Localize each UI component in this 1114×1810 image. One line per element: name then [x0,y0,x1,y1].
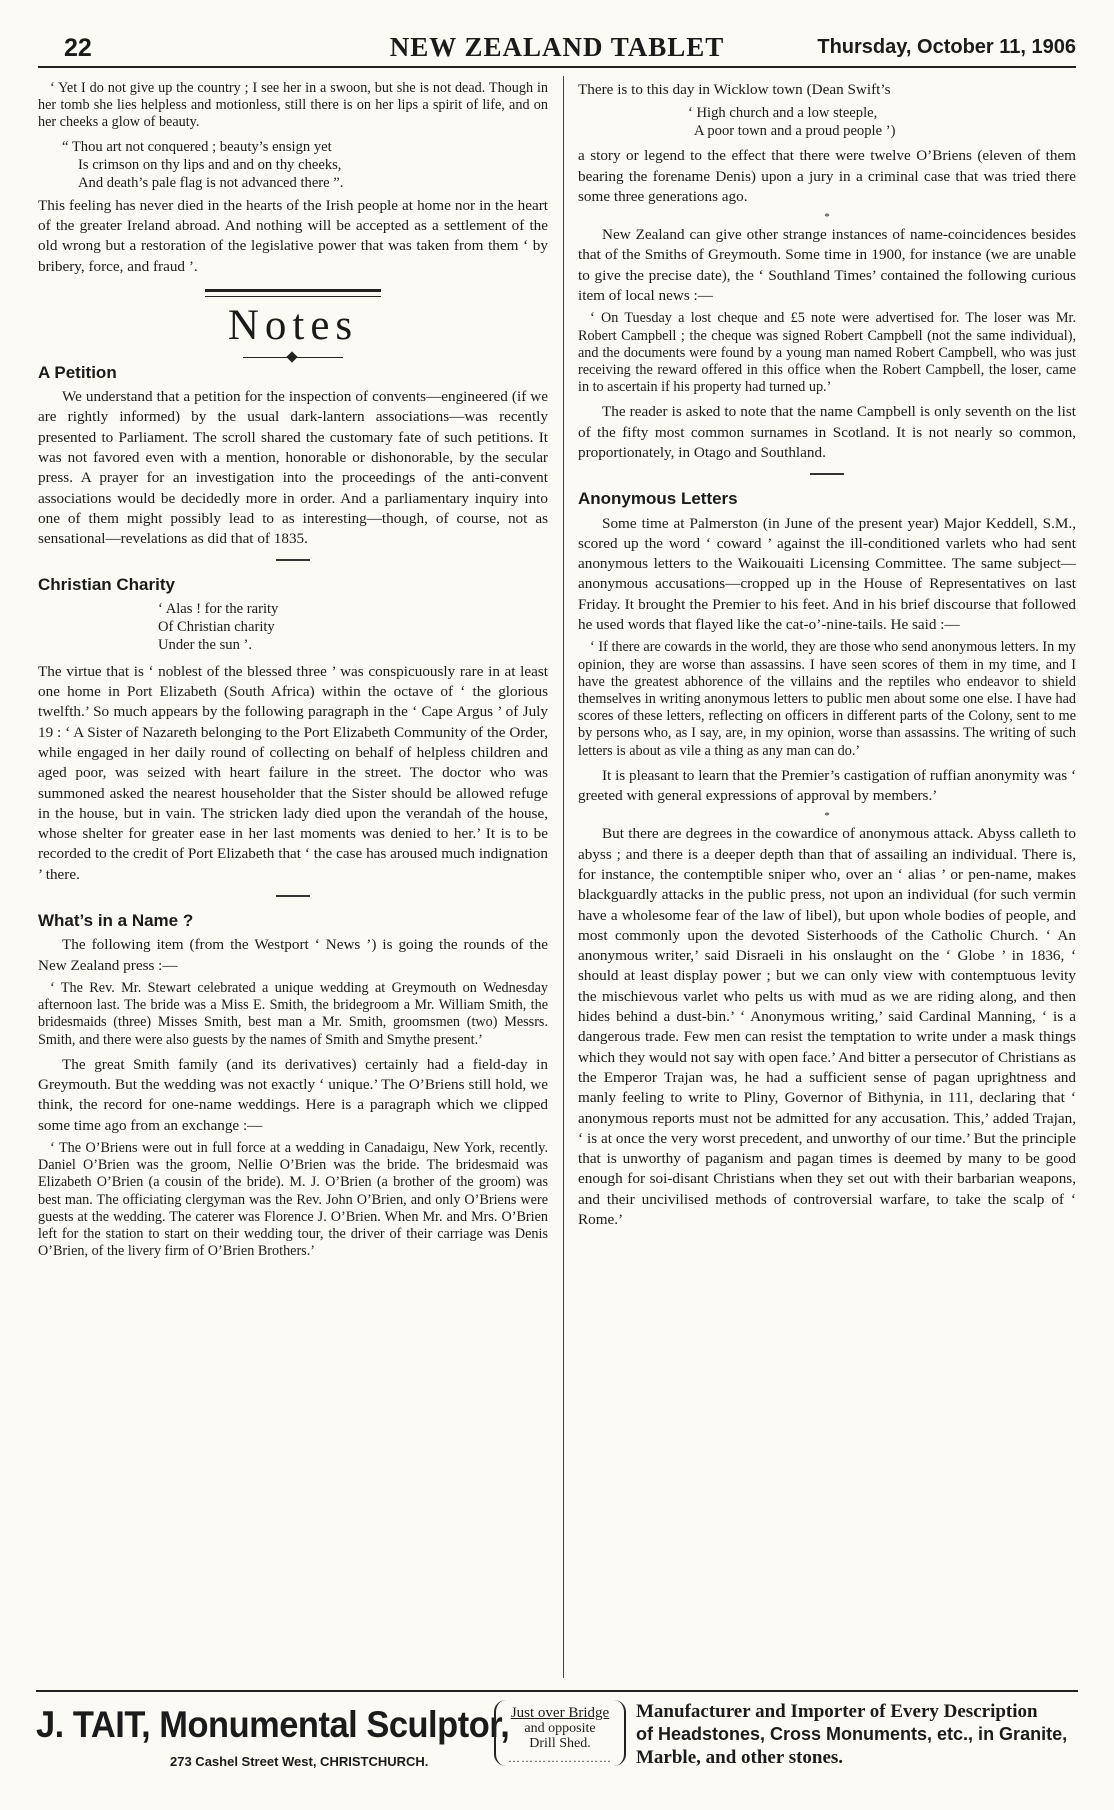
article-heading: Anonymous Letters [578,489,738,509]
article-paragraph: The virtue that is ‘ noblest of the blessed three ’ was conspicuously rare in at least one home in Port Elizabeth (South Africa) within the octave of ‘ the glorious twelfth.’ So much appears by the following paragraph in the ‘ Cape Argus ’ of July 19 : ‘ A Sister of Nazareth belonging to the Port Elizabeth Community of the Order, while engaged in her daily round of collecting on behalf of helpless children and aged poor, was seized with heart failure in the street. The doctor who was summoned asked the nearest householder that the Sister should be allowed refuge in the house, but in vain. The stricken lady died upon the verandah of the house, whose shelter for greater ease in her last moments was denied to her.’ It is to be recorded to the credit of Port Elizabeth that ‘ the case has aroused much indignation ’ there. [38,662,548,883]
verse-line: ‘ Alas ! for the rarity [158,600,279,617]
page-header [38,26,1076,68]
verse-line: ‘ High church and a low steeple, [688,105,878,122]
star-separator: * [824,810,830,823]
article-heading: A Petition [38,362,117,382]
article-paragraph: We understand that a petition for the inspection of convents—engineered (if we are rightly informed) by the usual dark-lantern associations—was recently presented to Parliament. The scroll shared the customary fate of such petitions. It was not favored even with a mention, honorable or dishonorable, by the secular press. A prayer for an investigation into the proceedings of the anti-convent associations would be decidedly more in order. And a parliamentary inquiry into one of them might possibly lead to as interesting—though, of course, not as sensational—revelations as did that of 1835. [38,388,548,548]
advertiser-name: J. TAIT, Monumental Sculptor, [36,1704,510,1745]
article-paragraph: The great Smith family (and its derivatives) certainly had a field-day in Greymouth. But the wedding was not exactly ‘ unique.’ The O’Briens still hold, we think, the record for one-name weddings. Here is a paragraph which we clipped some time ago from an exchange :— [38,1055,548,1134]
article-heading: What’s in a Name ? [38,911,194,931]
article-separator [810,473,844,475]
section-title: Notes [227,301,359,349]
issue-date: Thursday, October 11, 1906 [817,36,1076,58]
block-quote: ‘ The O’Briens were out in full force at a wedding in Canadaigu, New York, recently. Daniel O’Brien was the groom, Nellie O’Brien was the bride. The bridesmaid was Elizabeth O’Brien (a cousin of the bride). M. J. O’Brien (a brother of the groom) was best man. The officiating clergyman was the Rev. John O’Brien, and only O’Briens were guests at the wedding. The caterer was Florence J. O’Brien. When Mr. and Mrs. O’Brien left for the station to start on their wedding tour, the driver of their carriage was Denis O’Brien, of the livery firm of O’Brien Brothers.’ [38,1139,548,1260]
location-line: and opposite [524,1721,596,1736]
article-paragraph: Some time at Palmerston (in June of the present year) Major Keddell, S.M., scored up the word ‘ coward ’ against the ill-conditioned varlets who had sent anonymous letters to the Waikouaiti Licensing Committee. The same subject—anonymous accusations—cropped up in the House of Representatives on last Friday. It brought the Premier to his feet. And in his brief discourse that followed he used words that flayed like the cat-o’-nine-tails. He said :— [578,514,1076,634]
notes-rule [205,289,381,297]
advertisement [36,1690,1078,1788]
wicklow-verse [688,104,1076,140]
location-box [494,1700,626,1766]
verse-line: A poor town and a proud people ’) [694,123,896,140]
intro-quote: ‘ Yet I do not give up the country ; I see her in a swoon, but she is not dead. Though in her tomb she lies helpless and motionless, still there is on her lips a spirit of life, and on her cheeks a glow of beauty. [38,80,548,131]
column-divider [563,76,564,1678]
advertiser-address: 273 Cashel Street West, CHRISTCHURCH. [170,1754,429,1769]
article-paragraph: New Zealand can give other strange instances of name-coincidences besides that of the Smiths of Greymouth. Some time in 1900, for instance (we are unable to give the precise date), the ‘ Southland Times’ contained the following curious item of local news :— [578,226,1076,305]
intro-poem [38,138,548,192]
block-quote: ‘ If there are cowards in the world, they are those who send anonymous letters. In my opinion, they are worse than assassins. I have seen scores of them in my time, and I have the greatest abhorence of the villains and the reptiles who endeavor to shield themselves in writing anonymous letters to public men about some one else. I have had scores of these letters, reflecting on officers in different parts of the Colony, sent to me by persons who, as I say, are, in my opinion, worse than assassins. The writing of such letters is about as vile a thing as any man can do.’ [578,639,1076,759]
location-line: Just over Bridge [510,1705,610,1721]
poem-line: And death’s pale flag is not advanced there ”. [78,174,344,191]
intro-paragraph: This feeling has never died in the hearts of the Irish people at home nor in the heart of the greater Ireland abroad. And nothing will be accepted as a settlement of the old wrong but a restoration of the legislative power that was taken from them ‘ by bribery, force, and fraud ’. [38,196,548,275]
block-quote: ‘ On Tuesday a lost cheque and £5 note were advertised for. The loser was Mr. Robert Campbell ; the cheque was signed Robert Campbell (not the same individual), and the documents were found by a young man named Robert Campbell, who was just receiving the reward offered in this office when the Robert Campbell, the loser, came in to ascertain if his property had turned up.’ [578,310,1076,396]
dotted-line: …………………… [508,1751,612,1765]
article-separator [276,559,310,561]
notes-heading-block [38,289,548,363]
article-paragraph: It is pleasant to learn that the Premier’s castigation of ruffian anonymity was ‘ greeted with general expressions of approval by members.’ [578,766,1076,805]
article-paragraph: The reader is asked to note that the name Campbell is only seventh on the list of the fifty most common surnames in Scotland. It is not nearly so common, proportionately, in Otago and Southland. [578,403,1076,461]
article-paragraph: There is to this day in Wicklow town (Dean Swift’s [578,81,891,98]
star-separator: * [824,211,830,224]
article-heading: Christian Charity [38,575,175,595]
article-paragraph: But there are degrees in the cowardice of anonymous attack. Abyss calleth to abyss ; and there is a deeper depth than that of assailing an individual. There is, for instance, the contemptible sniper who, over an ‘ alias ’ or pen-name, makes blackguardly attacks in the public press, not upon an individual (for such vermin have a wholesome fear of the law of libel), but upon whole bodies of people, and most commonly upon the devoted Sisterhoods of the Catholic Church. ‘ An anonymous writer,’ said Disraeli in his onslaught on the ‘ Globe ’ in 1836, ‘ should at least display power ; but we can only view with contemptuous levity the mischievous varlet who pelts us with mud as we are riding along, and then hides behind a dust-bin.’ ‘ Anonymous writing,’ said Cardinal Manning, ‘ is a dangerous trade. Few men can resist the temptation to write under a mask things which they would not say with open face.’ And bitter a persecutor of Christians as the Emperor Trajan was, he had a sufficient sense of pagan uprightness and manly feeling to write to Pliny, Governor of Bithynia, in 111, declaring that ‘ anonymous reports must not be admitted for any accusation. This,’ added Trajan, ‘ is at once the very worst precedent, and unworthy of our time.’ But the principle that is unworthy of paganism and pagan times is deemed by many to be good enough for soi-disant Christians when they set out with their barbarian weapons, and their uncivilised methods of controversial warfare, to take the scalp of ‘ Rome.’ [578,825,1076,1229]
right-column [578,80,1076,1234]
verse-line: Of Christian charity [158,618,275,635]
description-line: Marble, and other stones. [636,1747,844,1768]
article-paragraph: a story or legend to the effect that there were twelve O’Briens (eleven of them bearing the forename Denis) upon a jury in a criminal case that was tried there some three generations ago. [578,147,1076,205]
left-column [38,80,548,1266]
masthead: NEW ZEALAND TABLET [389,32,725,62]
description-line: of Headstones, Cross Monuments, etc., in Granite, [636,1724,1068,1744]
diamond-ornament [243,353,343,363]
article-paragraph: The following item (from the Westport ‘ News ’) is going the rounds of the New Zealand press :— [38,936,548,974]
charity-verse [158,600,548,654]
description-line: Manufacturer and Importer of Every Description [636,1701,1038,1722]
poem-line: “ Thou art not conquered ; beauty’s ensign yet [62,138,332,155]
verse-line: Under the sun ’. [158,636,253,653]
location-line: Drill Shed. [529,1736,591,1751]
advertiser-description [636,1700,1076,1769]
block-quote: ‘ The Rev. Mr. Stewart celebrated a unique wedding at Greymouth on Wednesday afternoon last. The bride was a Miss E. Smith, the bridegroom a Mr. William Smith, the bridesmaids (three) Misses Smith, best man a Mr. Smith, groomsmen (two) Messrs. Smith, and there were also guests by the names of Smith and Smythe present.’ [38,979,548,1048]
poem-line: Is crimson on thy lips and and on thy cheeks, [78,156,342,173]
page-number: 22 [64,34,92,62]
article-separator [276,895,310,897]
